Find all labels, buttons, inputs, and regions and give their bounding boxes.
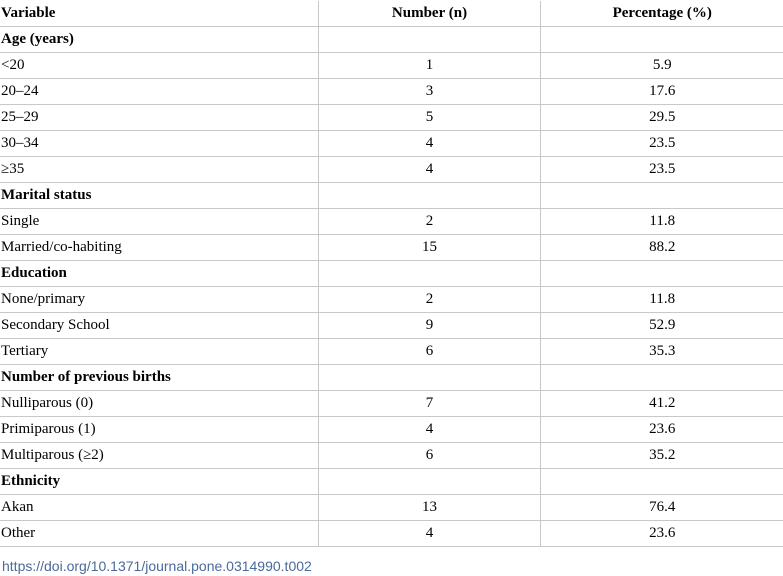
- number-cell: 9: [318, 313, 540, 339]
- section-label: Education: [0, 261, 318, 287]
- empty-cell: [318, 365, 540, 391]
- row-label: Married/co-habiting: [0, 235, 318, 261]
- section-row: [0, 27, 783, 53]
- row-label: Primiparous (1): [0, 417, 318, 443]
- row-label: 20–24: [0, 79, 318, 105]
- number-cell: 4: [318, 157, 540, 183]
- row-label: Secondary School: [0, 313, 318, 339]
- row-label: Akan: [0, 495, 318, 521]
- empty-cell: [318, 469, 540, 495]
- percentage-cell: 29.5: [540, 105, 783, 131]
- table-row: [0, 157, 783, 183]
- number-cell: 6: [318, 443, 540, 469]
- section-label: Ethnicity: [0, 469, 318, 495]
- column-header-number: Number (n): [318, 1, 540, 27]
- number-cell: 3: [318, 79, 540, 105]
- percentage-cell: 11.8: [540, 209, 783, 235]
- number-cell: 6: [318, 339, 540, 365]
- number-cell: 2: [318, 209, 540, 235]
- empty-cell: [540, 365, 783, 391]
- table-row: [0, 313, 783, 339]
- empty-cell: [540, 183, 783, 209]
- section-label: Age (years): [0, 27, 318, 53]
- number-cell: 15: [318, 235, 540, 261]
- empty-cell: [540, 261, 783, 287]
- number-cell: 13: [318, 495, 540, 521]
- table-row: [0, 209, 783, 235]
- number-cell: 4: [318, 417, 540, 443]
- table-row: [0, 339, 783, 365]
- percentage-cell: 88.2: [540, 235, 783, 261]
- row-label: ≥35: [0, 157, 318, 183]
- percentage-cell: 23.6: [540, 417, 783, 443]
- section-row: [0, 365, 783, 391]
- row-label: 25–29: [0, 105, 318, 131]
- empty-cell: [318, 261, 540, 287]
- table-body: [0, 27, 783, 547]
- number-cell: 2: [318, 287, 540, 313]
- row-label: Single: [0, 209, 318, 235]
- percentage-cell: 52.9: [540, 313, 783, 339]
- percentage-cell: 35.3: [540, 339, 783, 365]
- percentage-cell: 5.9: [540, 53, 783, 79]
- row-label: Other: [0, 521, 318, 547]
- column-header-variable: Variable: [0, 1, 318, 27]
- doi-link[interactable]: https://doi.org/10.1371/journal.pone.0314990.t002: [2, 558, 312, 574]
- column-header-percentage: Percentage (%): [540, 1, 783, 27]
- row-label: 30–34: [0, 131, 318, 157]
- section-row: [0, 261, 783, 287]
- table-row: [0, 287, 783, 313]
- percentage-cell: 41.2: [540, 391, 783, 417]
- table-row: [0, 391, 783, 417]
- table-row: [0, 53, 783, 79]
- percentage-cell: 11.8: [540, 287, 783, 313]
- table-row: [0, 521, 783, 547]
- table-row: [0, 235, 783, 261]
- percentage-cell: 23.5: [540, 157, 783, 183]
- section-label: Marital status: [0, 183, 318, 209]
- percentage-cell: 23.5: [540, 131, 783, 157]
- table-row: [0, 443, 783, 469]
- percentage-cell: 35.2: [540, 443, 783, 469]
- percentage-cell: 23.6: [540, 521, 783, 547]
- empty-cell: [540, 469, 783, 495]
- row-label: <20: [0, 53, 318, 79]
- number-cell: 5: [318, 105, 540, 131]
- empty-cell: [318, 183, 540, 209]
- section-row: [0, 469, 783, 495]
- table-row: [0, 417, 783, 443]
- section-label: Number of previous births: [0, 365, 318, 391]
- table-row: [0, 105, 783, 131]
- table-row: [0, 79, 783, 105]
- number-cell: 4: [318, 521, 540, 547]
- percentage-cell: 17.6: [540, 79, 783, 105]
- percentage-cell: 76.4: [540, 495, 783, 521]
- number-cell: 4: [318, 131, 540, 157]
- row-label: Multiparous (≥2): [0, 443, 318, 469]
- row-label: Tertiary: [0, 339, 318, 365]
- table-row: [0, 131, 783, 157]
- table-row: [0, 495, 783, 521]
- table-header-row: [0, 1, 783, 27]
- number-cell: 7: [318, 391, 540, 417]
- empty-cell: [540, 27, 783, 53]
- row-label: Nulliparous (0): [0, 391, 318, 417]
- section-row: [0, 183, 783, 209]
- number-cell: 1: [318, 53, 540, 79]
- empty-cell: [318, 27, 540, 53]
- row-label: None/primary: [0, 287, 318, 313]
